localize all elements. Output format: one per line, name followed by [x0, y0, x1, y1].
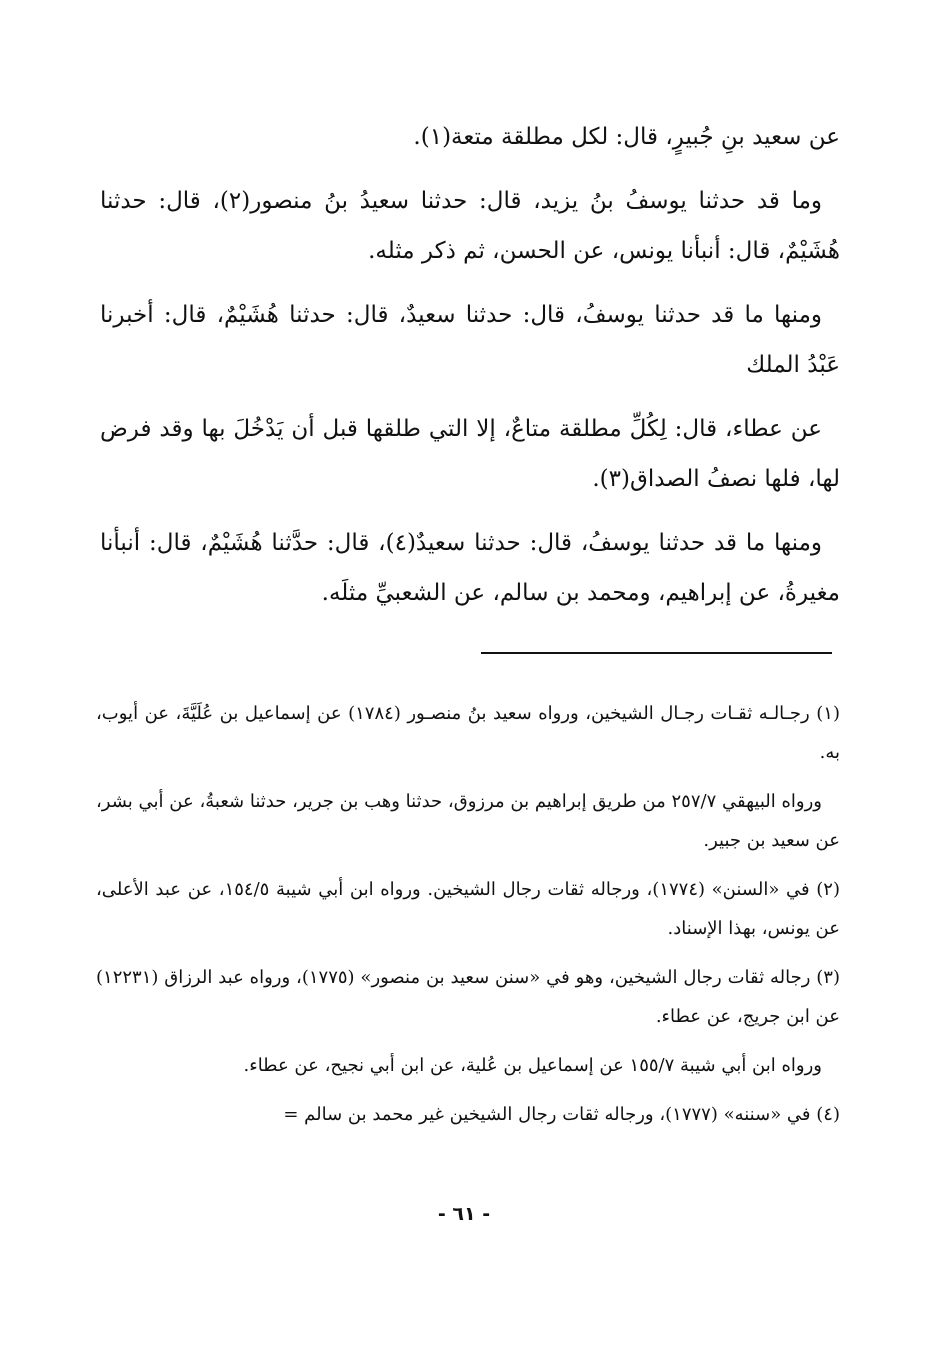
main-paragraph-1: عن سعيد بنِ جُبيرٍ، قال: لكل مطلقة متعة(١). — [413, 124, 840, 150]
footnotes — [96, 694, 840, 1144]
main-paragraph-2: وما قد حدثنا يوسفُ بنُ يزيد، قال: حدثنا سعيدُ بنُ منصور(٢)، قال: حدثنا هُشَيْمٌ، قال: أنبأنا يونس، عن الحسن، ثم ذكر مثله. — [100, 188, 840, 264]
footnote-divider — [481, 652, 832, 654]
footnote-1: (١) رجـالـه ثقـات رجـال الشيخين، ورواه سعيد بنُ منصـور (١٧٨٤) عن إسماعيل بن عُلَيَّةَ، عن أيوب، به. — [96, 703, 840, 763]
main-text — [100, 112, 840, 632]
main-paragraph-4: عن عطاء، قال: لِكُلِّ مطلقة متاعٌ، إلا التي طلقها قبل أن يَدْخُلَ بها وقد فرض لها، فلها نصفُ الصداق(٣). — [100, 416, 840, 492]
footnote-3-continuation: ورواه ابن أبي شيبة ١٥٥/٧ عن إسماعيل بن عُلية، عن ابن أبي نجيح، عن عطاء. — [243, 1055, 822, 1076]
main-paragraph-3: ومنها ما قد حدثنا يوسفُ، قال: حدثنا سعيدٌ، قال: حدثنا هُشَيْمٌ، قال: أخبرنا عَبْدُ الملك — [100, 302, 840, 378]
footnote-4: (٤) في «سننه» (١٧٧٧)، ورجاله ثقات رجال الشيخين غير محمد بن سالم = — [283, 1104, 840, 1125]
page-number: - ٦١ - — [437, 1203, 491, 1225]
footnote-2: (٢) في «السنن» (١٧٧٤)، ورجاله ثقات رجال الشيخين. ورواه ابن أبي شيبة ١٥٤/٥، عن عبد الأعلى، عن يونس، بهذا الإسناد. — [96, 879, 840, 939]
footnote-3: (٣) رجاله ثقات رجال الشيخين، وهو في «سنن سعيد بن منصور» (١٧٧٥)، ورواه عبد الرزاق (١٢٢٣١) عن ابن جريج، عن عطاء. — [96, 967, 840, 1027]
footnote-1-continuation: ورواه البيهقي ٢٥٧/٧ من طريق إبراهيم بن مرزوق، حدثنا وهب بن جرير، حدثنا شعبةُ، عن أبي بشر، عن سعيد بن جبير. — [96, 791, 840, 851]
main-paragraph-5: ومنها ما قد حدثنا يوسفُ، قال: حدثنا سعيدٌ(٤)، قال: حدَّثنا هُشَيْمٌ، قال: أنبأنا مغيرةُ، عن إبراهيم، ومحمد بن سالم، عن الشعبيِّ مثلَه. — [100, 530, 840, 606]
